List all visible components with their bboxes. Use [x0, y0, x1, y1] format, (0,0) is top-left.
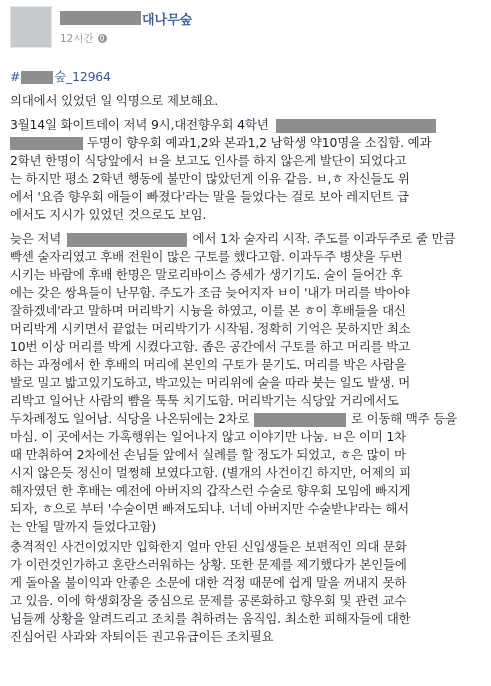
hashtag-prefix[interactable]: #: [10, 69, 21, 84]
redacted-block: [67, 233, 187, 247]
post-text-line: 시지 않은듯 정신이 멀쩡해 보였다고함. (별개의 사건이긴 하지만, 어제의 피: [10, 465, 411, 480]
post-text: 늦은 저녁: [10, 231, 62, 246]
post-text-line: 가 이런것인가하고 혼란스러워하는 상황. 또한 문제를 제기했다가 본인들에: [10, 557, 407, 572]
post-text-line: 진심어린 사과와 자퇴이든 권고유급이든 조치필요: [10, 629, 274, 644]
page-name[interactable]: 대나무숲: [142, 12, 193, 28]
post-text-line: 10번 이상 머리를 박게 시켰다고함. 좁은 공간에서 구토를 하고 머리를 박고: [10, 339, 410, 354]
globe-icon: [98, 34, 107, 43]
post-text-line: 에서도 지시가 있었던 것으로도 보임.: [10, 207, 207, 222]
hashtag-suffix[interactable]: 숲_12964: [54, 69, 111, 84]
hashtag-line[interactable]: [10, 68, 111, 85]
post-text: 두명이 향우회 예과1,2와 본과1,2 남학생 약10명을 소집함. 예과: [87, 135, 432, 150]
post-header: [0, 0, 491, 60]
post-text-line: 마심. 이 곳에서는 가혹행위는 일어나지 않고 이야기만 나눔. ㅂ은 이미 1차: [10, 429, 406, 444]
redacted-block: [254, 413, 346, 427]
post-text-line: 충격적인 사건이었지만 입학한지 얼마 안된 신입생들은 보편적인 의대 문화: [10, 539, 407, 554]
redacted-block: [10, 137, 83, 150]
post-timestamp[interactable]: 12시간: [60, 32, 94, 45]
post-text-line: 빡센 술자리였고 후배 전원이 많은 구토를 했다고함. 이과두주 병샷을 두번: [10, 249, 403, 264]
post-text: 로 이동해 맥주 등을: [351, 411, 457, 426]
post-text-line: [10, 410, 457, 427]
post-text-line: [10, 116, 436, 133]
post-text-line: [10, 230, 455, 247]
redacted-hashtag-block: [21, 71, 53, 84]
post-text-line: 되자, ㅎ으로 부터 '수술이면 빠져도되냐. 너네 아버지만 수술받냐'라는 해서: [10, 501, 409, 516]
redacted-name-block: [60, 11, 141, 25]
post-text-line: 머리박게 시키면서 끝없는 머리박기가 시작됨. 정확히 기억은 못하지만 최소: [10, 321, 411, 336]
post-text-line: 에서 '요즘 향우회 애들이 빠졌다'라는 말을 들었다는 걸로 보아 레지던트 급: [10, 189, 409, 204]
post-text: 3월14일 화이트데이 저녁 9시,대전향우회 4학년: [10, 117, 269, 132]
post-text-line: [10, 134, 431, 151]
post-text-line: 게 돌아올 불이익과 안좋은 소문에 대한 걱정 때문에 쉽게 말을 꺼내지 못하: [10, 575, 407, 590]
page-name-row[interactable]: [60, 8, 192, 28]
post-text-line: 님들께 상황을 알려드리고 조치를 취하려는 움직임. 최소한 피해자들에 대한: [10, 611, 411, 626]
post-text-line: 고 있음. 이에 학생회장을 중심으로 문제를 공론화하고 향우회 및 관련 교수: [10, 593, 407, 608]
post-text-line: 잘하겠네'라고 말하며 머리박기 시늉을 하였고, 이를 본 ㅎ이 후배들을 대신: [10, 303, 406, 318]
post-text-line: 2학년 한명이 식당앞에서 ㅂ을 보고도 인사를 하지 않은게 발단이 되었다고: [10, 153, 407, 168]
post-meta: [60, 31, 107, 45]
post-text-line: 해자였던 한 후배는 예전에 아버지의 갑작스런 수술로 향우회 모임에 빠지게: [10, 483, 411, 498]
post-intro: 의대에서 있었던 일 익명으로 제보해요.: [10, 93, 219, 108]
post-text-line: 는 안될 말까지 들었다고함): [10, 519, 157, 534]
post-text-line: 시키는 바람에 후배 한명은 말로리바이스 증세가 생기기도. 술이 들어간 후: [10, 267, 403, 282]
post-text-line: 하는 과정에서 한 후배의 머리에 본인의 구토가 묻기도. 머리를 박은 사람을: [10, 357, 407, 372]
post-text: 에서 1차 술자리 시작. 주도를 이과두주로 줄 만큼: [192, 231, 456, 246]
redacted-block: [276, 119, 436, 133]
post-text-line: 발로 밀고 밟고있기도하고, 박고있는 머리위에 술을 따라 붓는 일도 발생. 머: [10, 375, 411, 390]
post-text-line: 는 하지만 평소 2학년 행동에 불만이 많았던게 이유 같음. ㅂ,ㅎ 자신들도 위: [10, 171, 410, 186]
post-text-line: 때 만취하여 2차에선 손님들 앞에서 실례를 할 정도가 되었고, ㅎ은 많이 마: [10, 447, 406, 462]
page-avatar[interactable]: [10, 6, 52, 48]
post-text-line: 리박고 일어난 사람의 뺨을 툭툭 치기도함. 머리박기는 식당앞 거리에서도: [10, 393, 399, 408]
post-text: 두차례정도 일어남. 식당을 나온뒤에는 2차로: [10, 411, 250, 426]
post-text-line: 에는 갖은 쌍욕들이 난무함. 주도가 조금 늦어지자 ㅂ이 '내가 머리를 박아야: [10, 285, 410, 300]
